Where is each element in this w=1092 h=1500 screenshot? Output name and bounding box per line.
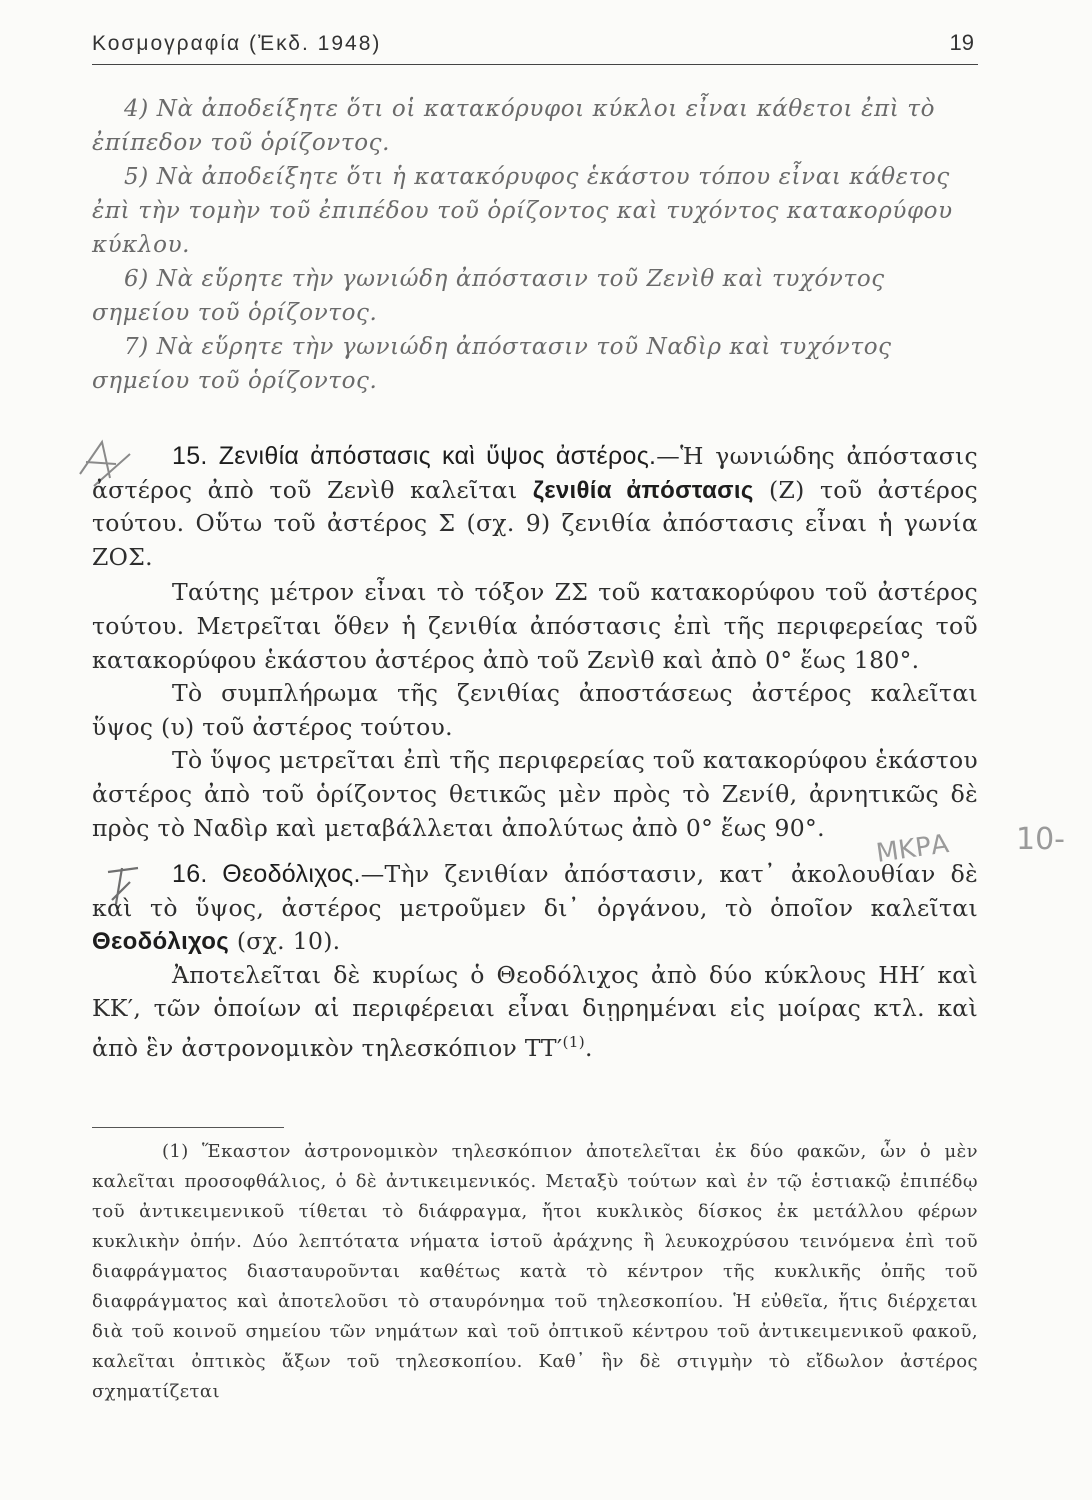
section-16-paragraph-1 bbox=[92, 858, 978, 959]
term-theodolite: Θεοδόλιχος bbox=[92, 928, 230, 956]
section-15-paragraph-1 bbox=[92, 440, 978, 574]
exercise-7-line-2: σημείου τοῦ ὁρίζοντος. bbox=[92, 368, 378, 394]
section-16-text-b: (σχ. 10). bbox=[229, 927, 341, 956]
exercise-6-line-2: σημείου τοῦ ὁρίζοντος. bbox=[92, 300, 378, 326]
exercise-4-line-2: ἐπίπεδον τοῦ ὁρίζοντος. bbox=[92, 130, 391, 156]
section-16-text-a: —Τὴν ζενιθίαν ἀπόστασιν, κατ᾽ ἀκολουθίαν δὲ καὶ τὸ ὕψος, ἀστέρος μετροῦμεν δι᾽ ὀργάνου, τὸ ὁποῖον καλεῖται bbox=[92, 860, 978, 922]
page-number: 19 bbox=[949, 30, 974, 55]
footnote-1 bbox=[92, 1137, 978, 1407]
section-16-title: 16. Θεοδόλιχος. bbox=[172, 860, 361, 888]
section-15-text-b: (Ζ) τοῦ ἀστέρος τούτου. Οὕτω τοῦ ἀστέρος Σ (σχ. 9) ζενιθία ἀπόστασις εἶναι ἡ γωνία ΖΟΣ. bbox=[92, 475, 978, 571]
section-15-text-a: —Ἡ γωνιώδης ἀπόστασις ἀστέρος ἀπὸ τοῦ Ζενὶθ καλεῖται bbox=[92, 442, 979, 504]
section-15 bbox=[92, 440, 978, 845]
section-16 bbox=[92, 858, 978, 1065]
exercise-5-line-1: 5) Νὰ ἀποδείξητε ὅτι ἡ κατακόρυφος ἑκάστου τόπου εἶναι κάθετος bbox=[124, 164, 950, 190]
margin-note-handwritten-2: 10- bbox=[1016, 822, 1065, 857]
exercise-5-line-3: κύκλου. bbox=[92, 232, 191, 258]
section-15-paragraph-4: Τὸ ὕψος μετρεῖται ἐπὶ τῆς περιφερείας τοῦ κατακορύφου ἑκάστου ἀστέρος ἀπὸ τοῦ ὁρίζοντος θετικῶς μὲν πρὸς τὸ Ζενίθ, ἀρνητικῶς δὲ πρὸς τὸ Ναδὶρ καὶ μεταβάλλεται ἀπολύτως ἀπὸ 0° ἕως 90°. bbox=[92, 746, 978, 842]
footnote-1-text: Ἕκαστον ἀστρονομικὸν τηλεσκόπιον ἀποτελεῖται ἐκ δύο φακῶν, ὧν ὁ μὲν καλεῖται προσοφθάλιος, ὁ δὲ ἀντικειμενικός. Μεταξὺ τούτων καὶ ἐν τῷ ἑστιακῷ ἐπιπέδῳ τοῦ ἀντικειμενικοῦ τίθεται τὸ διάφραγμα, ἤτοι κυκλικὸς δίσκος ἐκ μετάλλου φέρων κυκλικὴν ὀπήν. Δύο λεπτότατα νήματα ἱστοῦ ἀράχνης ἢ λευκοχρύσου τεινόμενα ἐπὶ τοῦ διαφράγματος διασταυροῦνται καθέτως κατὰ τὸ κέντρον τῆς κυκλικῆς ὀπῆς τοῦ διαφράγματος καὶ ἀποτελοῦσι τὸ σταυρόνημα τοῦ τηλεσκοπίου. Ἡ εὐθεῖα, ἥτις διέρχεται διὰ τοῦ κοινοῦ σημείου τῶν νημάτων καὶ τοῦ ὀπτικοῦ κέντρου τοῦ ἀντικειμενικοῦ φακοῦ, καλεῖται ὀπτικὸς ἄξων τοῦ τηλεσκοπίου. Καθ᾽ ἣν δὲ στιγμὴν τὸ εἴδωλον ἀστέρος σχηματίζεται bbox=[92, 1141, 978, 1402]
margin-note-handwritten: ΜΚΡΑ bbox=[874, 829, 951, 869]
footnotes bbox=[92, 1137, 978, 1407]
exercise-5-line-2: ἐπὶ τὴν τομὴν τοῦ ἐπιπέδου τοῦ ὁρίζοντος καὶ τυχόντος κατακορύφου bbox=[92, 198, 953, 224]
section-16-text-d: . bbox=[585, 1033, 593, 1062]
footnote-reference: (1) bbox=[562, 1032, 585, 1051]
section-15-paragraph-2: Ταύτης μέτρον εἶναι τὸ τόξον ΖΣ τοῦ κατακορύφου τοῦ ἀστέρος τούτου. Μετρεῖται ὅθεν ἡ ζενιθία ἀπόστασις ἐπὶ τῆς περιφερείας τοῦ κατακορύφου ἑκάστου ἀστέρος ἀπὸ τοῦ Ζενὶθ καὶ ἀπὸ 0° ἕως 180°. bbox=[92, 578, 978, 674]
exercise-7-line-1: 7) Νὰ εὕρητε τὴν γωνιώδη ἀπόστασιν τοῦ Ναδὶρ καὶ τυχόντος bbox=[124, 334, 892, 360]
exercise-4-line-1: 4) Νὰ ἀποδείξητε ὅτι οἱ κατακόρυφοι κύκλοι εἶναι κάθετοι ἐπὶ τὸ bbox=[124, 96, 936, 122]
section-16-paragraph-2 bbox=[92, 959, 978, 1066]
section-15-title: 15. Ζενιθία ἀπόστασις καὶ ὕψος ἀστέρος. bbox=[172, 442, 657, 470]
section-15-paragraph-3: Τὸ συμπλήρωμα τῆς ζενιθίας ἀποστάσεως ἀστέρος καλεῖται ὕψος (υ) τοῦ ἀστέρος τούτου. bbox=[92, 679, 978, 741]
exercise-6-line-1: 6) Νὰ εὕρητε τὴν γωνιώδη ἀπόστασιν τοῦ Ζενὶθ καὶ τυχόντος bbox=[124, 266, 885, 292]
section-16-text-c: Ἀποτελεῖται δὲ κυρίως ὁ Θεοδόλιχος ἀπὸ δύο κύκλους ΗΗ′ καὶ ΚΚ′, τῶν ὁποίων αἱ περιφέρειαι εἶναι διῃρημέναι εἰς μοίρας κτλ. καὶ ἀπὸ ἓν ἀστρονομικὸν τηλεσκόπιον ΤΤ′ bbox=[92, 960, 978, 1062]
footnote-divider bbox=[92, 1127, 284, 1128]
exercise-list bbox=[92, 92, 978, 398]
book-title: Κοσμογραφία (Ἐκδ. 1948) bbox=[92, 32, 382, 55]
term-zenith-distance: ζενιθία ἀπόστασις bbox=[532, 476, 754, 504]
running-header bbox=[92, 30, 978, 65]
footnote-1-marker: (1) bbox=[162, 1141, 189, 1162]
